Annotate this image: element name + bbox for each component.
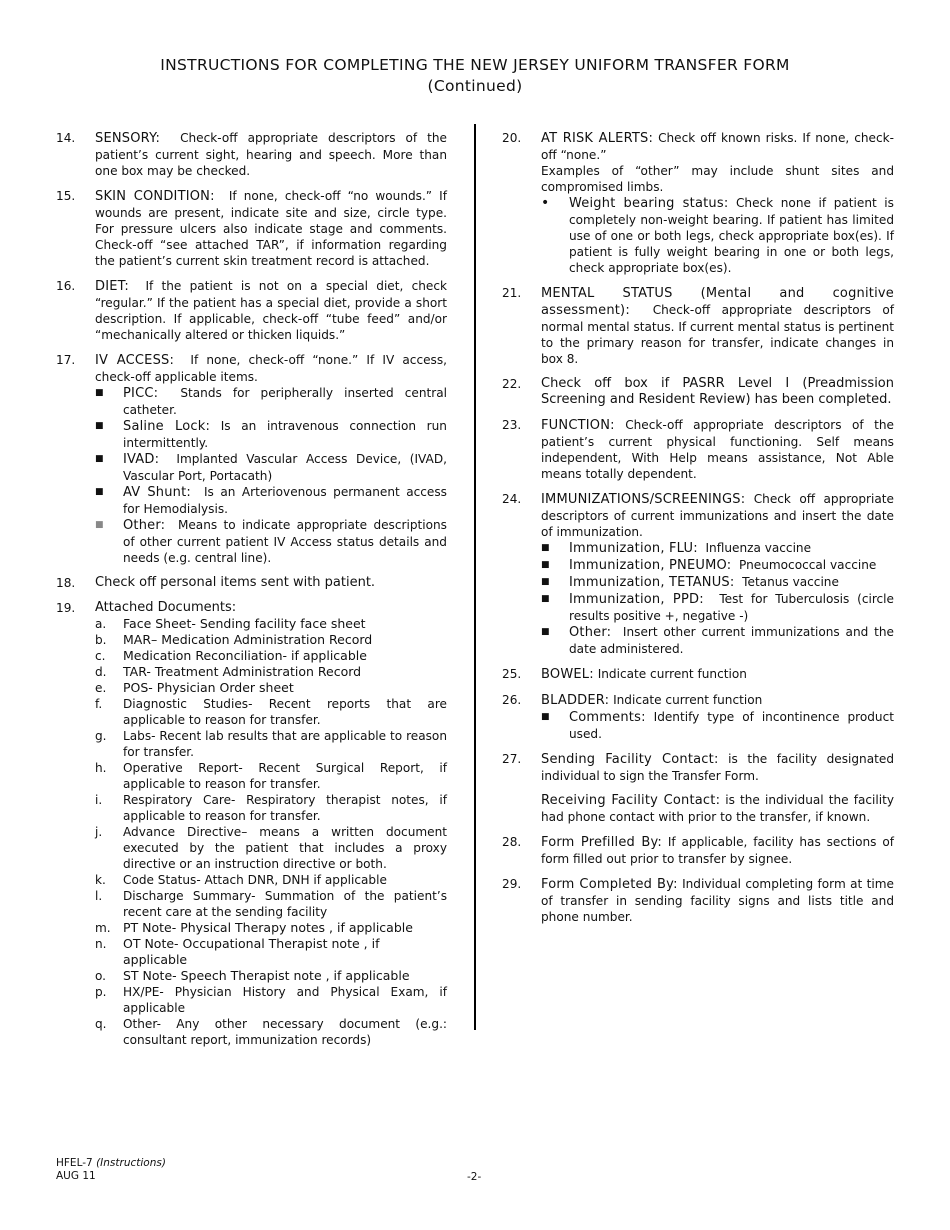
list-item: ■ Immunization, FLU: Influenza vaccine	[541, 541, 812, 556]
list-item: n. OT Note- Occupational Therapist note , if applicable	[95, 936, 380, 967]
list-item: ■ Immunization, PNEUMO: Pneumococcal vaccine	[541, 558, 877, 573]
list-item: l. Discharge Summary- Summation of the patient’s recent care at the sending facility	[95, 889, 447, 919]
list-item: ■ AV Shunt: Is an Arteriovenous permanent access for Hemodialysis.	[95, 485, 447, 516]
bullet-square-icon: ■	[95, 421, 104, 431]
list-item: h. Operative Report- Recent Surgical Report, if applicable to reason for transfer.	[95, 761, 447, 791]
bullet-square-icon: ■	[541, 594, 550, 604]
item-20-at-risk-alerts: 20. AT RISK ALERTS: Check off known risks. If none, check-off “none.” Examples of “other” may include shunt sites and compromised limbs. • Weight bearing status: Check none if patient is completely non-weight bearing. If patient has limited use of one or both legs, check appropriate box(es). If patient is fully weight bearing in one or both legs, check appropriate box(es).	[502, 131, 894, 275]
list-item: o. ST Note- Speech Therapist note , if applicable	[95, 968, 410, 983]
bullet-square-icon: ■	[541, 543, 550, 553]
list-item: b. MAR– Medication Administration Record	[95, 632, 373, 647]
list-item: c. Medication Reconciliation- if applicable	[95, 648, 367, 663]
bullet-square-icon: ■	[95, 520, 104, 530]
list-item: • Weight bearing status: Check none if patient is completely non-weight bearing. If patient has limited use of one or both legs, check appropriate box(es). If patient is fully weight bearing in one or both legs, check appropriate box(es).	[541, 195, 894, 275]
bullet-dot-icon: •	[541, 195, 550, 211]
list-item: i. Respiratory Care- Respiratory therapist notes, if applicable to reason for transfer.	[95, 793, 447, 823]
list-item: f. Diagnostic Studies- Recent reports that are applicable to reason for transfer.	[95, 697, 447, 727]
item-25-bowel: 25. BOWEL: Indicate current function	[502, 667, 747, 682]
iv-access-list	[95, 385, 447, 566]
item-16-diet: 16. DIET: If the patient is not on a special diet, check “regular.” If the patient has a special diet, provide a short description. If applicable, check-off “tube feed” and/or “mechanically altered or thicken liquids.”	[56, 279, 447, 342]
bullet-square-icon: ■	[541, 712, 550, 722]
bullet-square-icon: ■	[541, 560, 550, 570]
list-item: ■ Saline Lock: Is an intravenous connection run intermittently.	[95, 419, 447, 450]
item-15-skin-condition: 15. SKIN CONDITION: If none, check-off “no wounds.” If wounds are present, indicate site and size, circle type. For pressure ulcers also indicate stage and comments. Check-off “see attached TAR”, if information regarding the patient’s current skin treatment record is attached.	[56, 189, 447, 268]
bullet-square-icon: ■	[95, 388, 104, 398]
list-item: a. Face Sheet- Sending facility face sheet	[95, 616, 366, 631]
list-item: ■ IVAD: Implanted Vascular Access Device, (IVAD, Vascular Port, Portacath)	[95, 452, 447, 483]
item-27-facility-contacts: 27. Sending Facility Contact: is the facility designated individual to sign the Transfer Form. Receiving Facility Contact: is the individual the facility had phone contact with prior to the transfer, if known.	[502, 752, 894, 824]
list-item: j. Advance Directive– means a written document executed by the patient that includes a proxy directive or an instruction directive or both.	[95, 825, 447, 871]
immunization-list	[541, 540, 894, 657]
list-item: e. POS- Physician Order sheet	[95, 680, 294, 695]
list-item: ■ Immunization, PPD: Test for Tuberculosis (circle results positive +, negative -)	[541, 592, 894, 623]
column-divider	[474, 124, 476, 1030]
item-29-form-completed-by: 29. Form Completed By: Individual completing form at time of transfer in sending facility signs and lists title and phone number.	[502, 877, 894, 924]
right-column	[502, 130, 894, 934]
page-number: -2-	[467, 1171, 482, 1183]
list-item: m. PT Note- Physical Therapy notes , if applicable	[95, 920, 413, 935]
item-24-immunizations: 24. IMMUNIZATIONS/SCREENINGS: Check off appropriate descriptors of current immunizations and insert the date of immunization. ■ Immunization, FLU: Influenza vaccine ■ Immunization, PNEUMO: Pneumococcal vaccine ■ Immunization, TETANUS: Tetanus vaccine ■ Immunization, PPD: Test for Tuberculosis (circle results positive +, negative -) ■ Other: Insert other current immunizations and the date administered.	[502, 492, 894, 656]
bullet-square-icon: ■	[541, 577, 550, 587]
list-item: ■ Other: Means to indicate appropriate descriptions of other current patient IV Access status details and needs (e.g. central line).	[95, 518, 447, 565]
list-item: d. TAR- Treatment Administration Record	[95, 664, 362, 679]
item-14-sensory: 14. SENSORY: Check-off appropriate descriptors of the patient’s current sight, hearing and speech. More than one box may be checked.	[56, 131, 447, 178]
item-28-form-prefilled-by: 28. Form Prefilled By: If applicable, facility has sections of form filled out prior to transfer by signee.	[502, 835, 894, 866]
bullet-square-icon: ■	[541, 627, 550, 637]
list-item: q. Other- Any other necessary document (e.g.: consultant report, immunization records)	[95, 1017, 447, 1047]
bullet-square-icon: ■	[95, 487, 104, 497]
list-item: ■ Comments: Identify type of incontinence product used.	[541, 710, 894, 741]
list-item: g. Labs- Recent lab results that are applicable to reason for transfer.	[95, 729, 447, 759]
list-item: ■ Immunization, TETANUS: Tetanus vaccine	[541, 575, 839, 590]
title-line-2: (Continued)	[427, 77, 523, 95]
item-26-bladder: 26. BLADDER: Indicate current function ■ Comments: Identify type of incontinence product used.	[502, 693, 894, 741]
footer-form-id: HFEL-7 (Instructions) AUG 11	[56, 1157, 166, 1182]
item-17-iv-access: 17. IV ACCESS: If none, check-off “none.” If IV access, check-off applicable items. ■ PICC: Stands for peripherally inserted central catheter. ■ Saline Lock: Is an intravenous connection run intermittently. ■ IVAD: Implanted Vascular Access Device, (IVAD, Vascular Port, Portacath) ■ AV Shunt: Is an Arteriovenous permanent access for Hemodialysis. ■ Other: Means to indicate appropriate descriptions of other current patient IV Access status details and needs (e.g. central line).	[56, 353, 447, 565]
at-risk-list	[541, 195, 894, 276]
bladder-list	[541, 709, 894, 742]
page-title	[0, 55, 950, 97]
item-23-function: 23. FUNCTION: Check-off appropriate descriptors of the patient’s current physical functioning. Self means independent, With Help means assistance, Not Able means totally dependent.	[502, 418, 894, 481]
title-line-1: INSTRUCTIONS FOR COMPLETING THE NEW JERSEY UNIFORM TRANSFER FORM	[160, 56, 790, 74]
left-column	[56, 130, 447, 1057]
list-item: p. HX/PE- Physician History and Physical Exam, if applicable	[95, 985, 447, 1015]
bullet-square-icon: ■	[95, 454, 104, 464]
list-item: ■ Other: Insert other current immunizations and the date administered.	[541, 625, 894, 656]
list-item: ■ PICC: Stands for peripherally inserted central catheter.	[95, 386, 447, 417]
item-22-pasrr: 22. Check off box if PASRR Level I (Preadmission Screening and Resident Review) has been completed.	[502, 376, 894, 407]
attached-documents-list	[95, 616, 447, 1048]
item-18-personal-items: 18. Check off personal items sent with patient.	[56, 575, 376, 590]
item-21-mental-status: 21. MENTAL STATUS (Mental and cognitive assessment): Check-off appropriate descriptors of normal mental status. If current mental status is pertinent to the primary reason for transfer, indicate changes in box 8.	[502, 286, 894, 366]
list-item: k. Code Status- Attach DNR, DNH if applicable	[95, 873, 387, 887]
item-19-attached-documents: 19. Attached Documents: a. Face Sheet- Sending facility face sheet b. MAR– Medication Administration Record c. Medication Reconciliation- if applicable d. TAR- Treatment Administration Record e. POS- Physician Order sheet f. Diagnostic Studies- Recent reports that are applicable to reason for transfer. g. Labs- Recent lab results that are applicable to reason for transfer. h. Operative Report- Recent Surgical Report, if applicable to reason for transfer. i. Respiratory Care- Respiratory therapist notes, if applicable to reason for transfer. j. Advance Directive– means a written document executed by the patient that includes a proxy directive or an instruction directive or both. k. Code Status- Attach DNR, DNH if applicable l. Discharge Summary- Summation of the patient’s recent care at the sending facility m. PT Note- Physical Therapy notes , if applicable n. OT Note- Occupational Therapist note , if applicable o. ST Note- Speech Therapist note , if applicable p. HX/PE- Physician History and Physical Exam, if applicable q. Other- Any other necessary document (e.g.: consultant report, immunization records)	[56, 600, 447, 1047]
